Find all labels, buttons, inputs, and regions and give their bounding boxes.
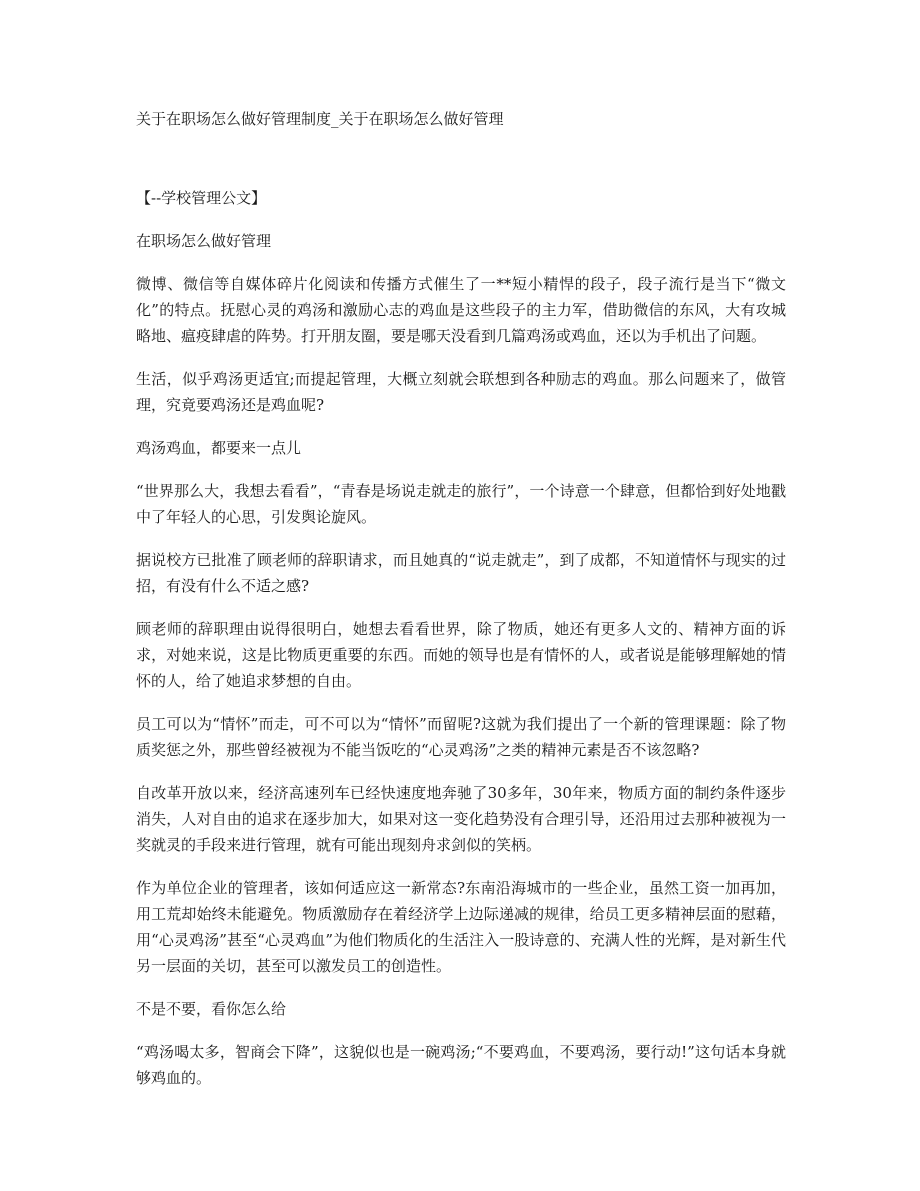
paragraph: 顾老师的辞职理由说得很明白，她想去看看世界，除了物质，她还有更多人文的、精神方面的诉求，对她来说，这是比物质更重要的东西。而她的领导也是有情怀的人，或者说是能够理解她的情怀的人，给了她追求梦想的自由。 xyxy=(136,620,786,690)
paragraph: “世界那么大，我想去看看”，“青春是场说走就走的旅行”，一个诗意一个肆意，但都恰到好处地戳中了年轻人的心思，引发舆论旋风。 xyxy=(136,482,786,526)
paragraph: 员工可以为“情怀”而走，可不可以为“情怀”而留呢?这就为我们提出了一个新的管理课题：除了物质奖惩之外，那些曾经被视为不能当饭吃的“心灵鸡汤”之类的精神元素是否不该忽略? xyxy=(136,715,786,759)
section-heading: 在职场怎么做好管理 xyxy=(136,232,272,250)
subheading: 鸡汤鸡血，都要来一点儿 xyxy=(136,439,302,457)
paragraph: 据说校方已批准了顾老师的辞职请求，而且她真的“说走就走”，到了成都，不知道情怀与现实的过招，有没有什么不适之感? xyxy=(136,551,786,595)
paragraph: 生活，似乎鸡汤更适宜;而提起管理，大概立刻就会联想到各种励志的鸡血。那么问题来了，做管理，究竟要鸡汤还是鸡血呢? xyxy=(136,370,786,414)
paragraph: 自改革开放以来，经济高速列车已经快速度地奔驰了30多年，30年来，物质方面的制约条件逐步消失，人对自由的追求在逐步加大，如果对这一变化趋势没有合理引导，还沿用过去那种被视为一奖就灵的手段来进行管理，就有可能出现刻舟求剑似的笑柄。 xyxy=(136,784,786,854)
document-body xyxy=(136,185,786,1108)
paragraph: 微博、微信等自媒体碎片化阅读和传播方式催生了一**短小精悍的段子，段子流行是当下“微文化”的特点。抚慰心灵的鸡汤和激励心志的鸡血是这些段子的主力军，借助微信的东风，大有攻城略地、瘟疫肆虐的阵势。打开朋友圈，要是哪天没看到几篇鸡汤或鸡血，还以为手机出了问题。 xyxy=(136,275,786,345)
subheading: 不是不要，看你怎么给 xyxy=(136,1000,287,1018)
category-label: 【--学校管理公文】 xyxy=(136,189,267,207)
paragraph: 作为单位企业的管理者，该如何适应这一新常态?东南沿海城市的一些企业，虽然工资一加再加，用工荒却始终未能避免。物质激励存在着经济学上边际递减的规律，给员工更多精神层面的慰藉，用“心灵鸡汤”甚至“心灵鸡血”为他们物质化的生活注入一股诗意的、充满人性的光辉，是对新生代另一层面的关切，甚至可以激发员工的创造性。 xyxy=(136,879,786,975)
paragraph: “鸡汤喝太多，智商会下降”，这貌似也是一碗鸡汤;“不要鸡血，不要鸡汤，要行动!”这句话本身就够鸡血的。 xyxy=(136,1043,786,1087)
document-title: 关于在职场怎么做好管理制度_关于在职场怎么做好管理 xyxy=(136,110,504,128)
